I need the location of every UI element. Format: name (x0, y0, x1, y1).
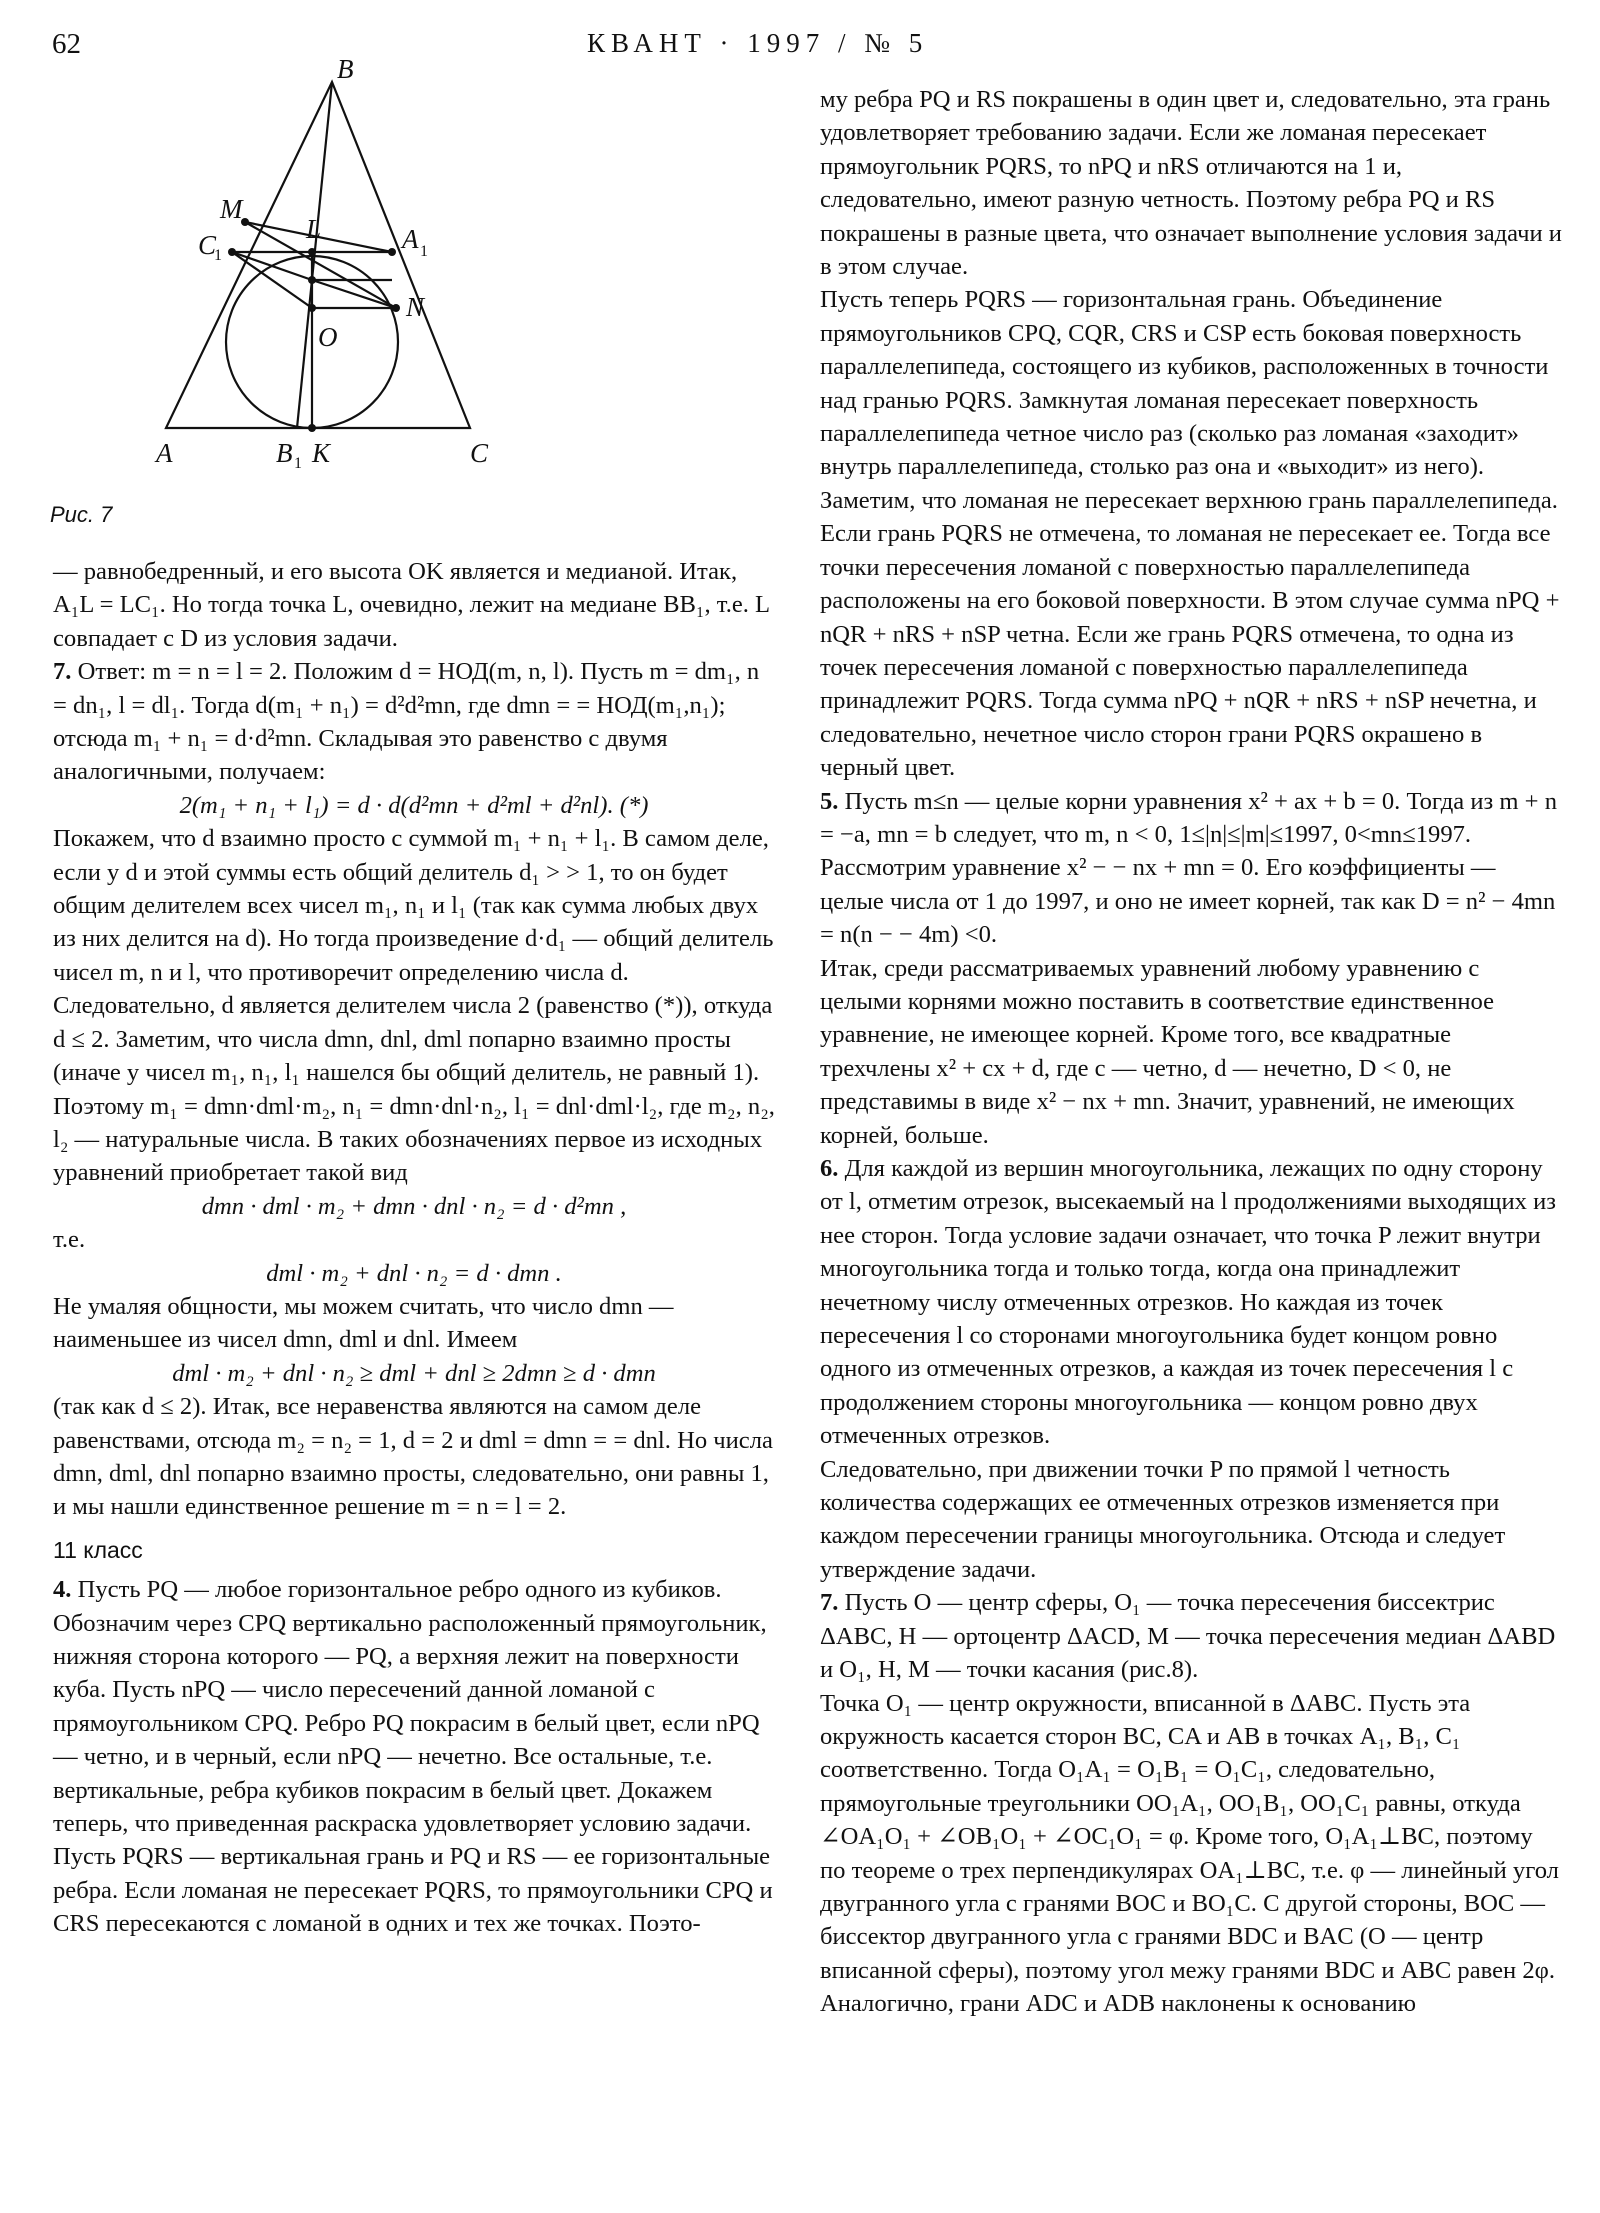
label-l: L (306, 214, 322, 244)
svg-text:1: 1 (214, 247, 222, 264)
paragraph: му ребра PQ и RS покрашены в один цвет и, следовательно, эта грань удовлетворяет требованию задачи. Если же ломаная пересекает прямоугольник PQRS, то nPQ и nRS отличаются на 1 и, следовательно, имеют разную четность. Поэтому ребра PQ и RS покрашены в разные цвета, что означает выполнение условия задачи и в этом случае. (820, 86, 1562, 281)
paragraph: Заметим, что ломаная не пересекает верхнюю грань параллелепипеда. Если грань PQRS не отмечена, то ломаная не пересекает ее. Тогда все точки пересечения ломаной с поверхностью параллелепипеда расположены на его боковой поверхности. В этом случае сумма nPQ + nQR + nRS + nSP четна. Если же грань PQRS отмечена, то одна из точек пересечения ломаной с поверхностью параллелепипеда принадлежит PQRS. Тогда сумма nPQ + nQR + nRS + nSP нечетна, и следовательно, нечетное число сторон грани PQRS окрашено в черный цвет. (820, 486, 1560, 782)
paragraph: 5. Пусть m≤n — целые корни уравнения x² + ax + b = 0. Тогда из m + n = −a, mn = b следует, что m, n < 0, 1≤|n|≤|m|≤1997, 0<mn≤1997. Рассмотрим уравнение x² − − nx + mn = 0. Его коэффициенты — целые числа от 1 до 1997, и оно не имеет корней, так как D = n² − 4mn = n(n − − 4m) <0. (820, 787, 1557, 949)
paragraph: 7. Ответ: m = n = l = 2. Положим d = НОД(m, n, l). Пусть m = dm₁, n = dn₁, l = dl₁. Тогда d(m₁ + n₁) = d²d²mn, где dmn = = НОД(m₁,n₁); отсюда m₁ + n₁ = d·d²mn. Складывая это равенство с двумя аналогичными, получаем: (53, 658, 760, 786)
paragraph: Пусть теперь PQRS — горизонтальная грань. Объединение прямоугольников CPQ, CQR, CRS и CSP есть боковая поверхность параллелепипеда, состоящего из кубиков, расположенных в точности над гранью PQRS. Замкнутая ломаная пересекает поверхность параллелепипеда четное число раз (сколько раз ломаная «заходит» внутрь параллелепипеда, столько раз она и «выходит» из него). (820, 286, 1549, 481)
paragraph: Точка O₁ — центр окружности, вписанной в ΔABC. Пусть эта окружность касается сторон BC, CA и AB в точках A₁, B₁, C₁ соответственно. Тогда O₁A₁ = O₁B₁ = O₁C₁, следовательно, прямоугольные треугольники OO₁A₁, OO₁B₁, OO₁C₁ равны, откуда ∠OA₁O₁ + ∠OB₁O₁ + ∠OC₁O₁ = φ. Кроме того, O₁A₁⊥BC, поэтому по теореме о трех перпендикулярах OA₁⊥BC, т.е. φ — линейный угол двугранного угла с гранями BOC и BO₁C. С другой стороны, BOC — биссектор двугранного угла с гранями BDC и BAC (O — центр вписанной сферы), поэтому угол межу гранями BDC и ABC равен 2φ. Аналогично, грани ADC и ADB наклонены к основанию (820, 1689, 1559, 2018)
section-heading: 11 класс (53, 1536, 143, 1563)
label-a1: A (402, 224, 419, 254)
paragraph: (так как d ≤ 2). Итак, все неравенства являются на самом деле равенствами, отсюда m₂ = n₂ = 1, d = 2 и dml = dmn = = dnl. Но числа dmn, dml, dnl попарно взаимно просты, следовательно, они равны 1, и мы нашли единственное решение m = n = l = 2. (53, 1393, 773, 1521)
figure-7 (40, 54, 770, 540)
page-number: 62 (52, 28, 81, 60)
paragraph: 4. Пусть PQ — любое горизонтальное ребро одного из кубиков. Обозначим через CPQ вертикально расположенный прямоугольник, нижняя сторона которого — PQ, а верхняя лежит на поверхности куба. Пусть nPQ — число пересечений данной ломаной с прямоугольником CPQ. Ребро PQ покрасим в белый цвет, если nPQ — четно, и в черный, если nPQ — нечетно. Все остальные, т.е. вертикальные, ребра кубиков покрасим в белый цвет. Докажем теперь, что приведенная раскраска удовлетворяет условию задачи. Пусть PQRS — вертикальная грань и PQ и RS — ее горизонтальные ребра. Если ломаная не пересекает PQRS, то прямоугольники CPQ и CRS пересекаются с ломаной в одних и тех же точках. Поэто- (53, 1576, 773, 1938)
paragraph: 7. Пусть O — центр сферы, O₁ — точка пересечения биссектрис ΔABC, H — ортоцентр ΔACD, M — точка пересечения медиан ΔABD и O₁, H, M — точки касания (рис.8). (820, 1589, 1556, 1684)
label-c: C (470, 438, 489, 468)
paragraph: Итак, среди рассматриваемых уравнений любому уравнению с целыми корнями можно поставить в соответствие единственное уравнение, не имеющее корней. Кроме того, все квадратные трехчлены x² + cx + d, где c — четно, d — нечетно, D < 0, не представимы в виде x² − nx + mn. Значит, уравнений, не имеющих корней, больше. (820, 954, 1515, 1149)
label-c1: C (198, 230, 217, 260)
page-header (52, 22, 1562, 68)
figure-caption: Рис. 7 (50, 502, 113, 527)
paragraph: 6. Для каждой из вершин многоугольника, лежащих по одну сторону от l, отметим отрезок, высекаемый на l продолжениями выходящих из нее сторон. Тогда условие задачи означает, что точка P лежит внутри многоугольника тогда и только тогда, когда она принадлежит нечетному числу отмеченных отрезков. Но каждая из точек пересечения l со сторонами многоугольника будет концом ровно одного из отмеченных отрезков, а каждая из точек пересечения l с продолжением стороны многоугольника — концом ровно двух отмеченных отрезков. (820, 1155, 1556, 1450)
label-k: K (312, 438, 331, 468)
triangle-diagram (40, 54, 770, 540)
svg-text:1: 1 (294, 455, 302, 472)
paragraph: — равнобедренный, и его высота OK является и медианой. Итак, A₁L = LC₁. Но тогда точка L, очевидно, лежит на медиане BB₁, т.е. L совпадает с D из условия задачи. (53, 558, 770, 652)
label-b1: B (276, 438, 293, 468)
left-column (53, 555, 775, 1941)
paragraph: т.е. (53, 1226, 86, 1254)
formula: dml · m₂ + dnl · n₂ = d · dmn . (266, 1259, 562, 1287)
formula: dmn · dml · m₂ + dmn · dnl · n₂ = d · d²mn , (201, 1192, 627, 1220)
paragraph: Следовательно, при движении точки P по прямой l четность количества содержащих ее отмеченных отрезков изменяется при каждом пересечении границы многоугольника. Отсюда и следует утверждение задачи. (820, 1455, 1506, 1583)
label-b: B (337, 54, 354, 84)
journal-title: КВАНТ · 1997 / № 5 (587, 28, 929, 58)
formula: 2(m₁ + n₁ + l₁) = d · d(d²mn + d²ml + d²nl). (*) (179, 791, 649, 819)
paragraph: Не умаляя общности, мы можем считать, что число dmn — наименьшее из чисел dmn, dml и dnl. Имеем (53, 1292, 674, 1354)
formula: dml · m₂ + dnl · n₂ ≥ dml + dnl ≥ 2dmn ≥ d · dmn (172, 1359, 656, 1387)
right-column (820, 83, 1562, 2021)
label-m: M (220, 194, 243, 224)
label-n: N (406, 292, 425, 322)
paragraph: Покажем, что d взаимно просто с суммой m₁ + n₁ + l₁. В самом деле, если у d и этой суммы есть общий делитель d₁ > > 1, то он будет общим делителем всех чисел m₁, n₁ и l₁ (так как сумма любых двух из них делится на d). Но тогда произведение d·d₁ — общий делитель чисел m, n и l, что противоречит определению числа d. Следовательно, d является делителем числа 2 (равенство (*)), откуда d ≤ 2. Заметим, что числа dmn, dnl, dml попарно взаимно просты (иначе у чисел m₁, n₁, l₁ нашелся бы общий делитель, не равный 1). Поэтому m₁ = dmn·dml·m₂, n₁ = dmn·dnl·n₂, l₁ = dnl·dml·l₂, где m₂, n₂, l₂ — натуральные числа. В таких обозначениях первое из исходных уравнений приобретает такой вид (53, 825, 775, 1187)
label-a: A (156, 438, 173, 468)
svg-text:1: 1 (420, 243, 428, 260)
label-o: O (318, 322, 338, 352)
